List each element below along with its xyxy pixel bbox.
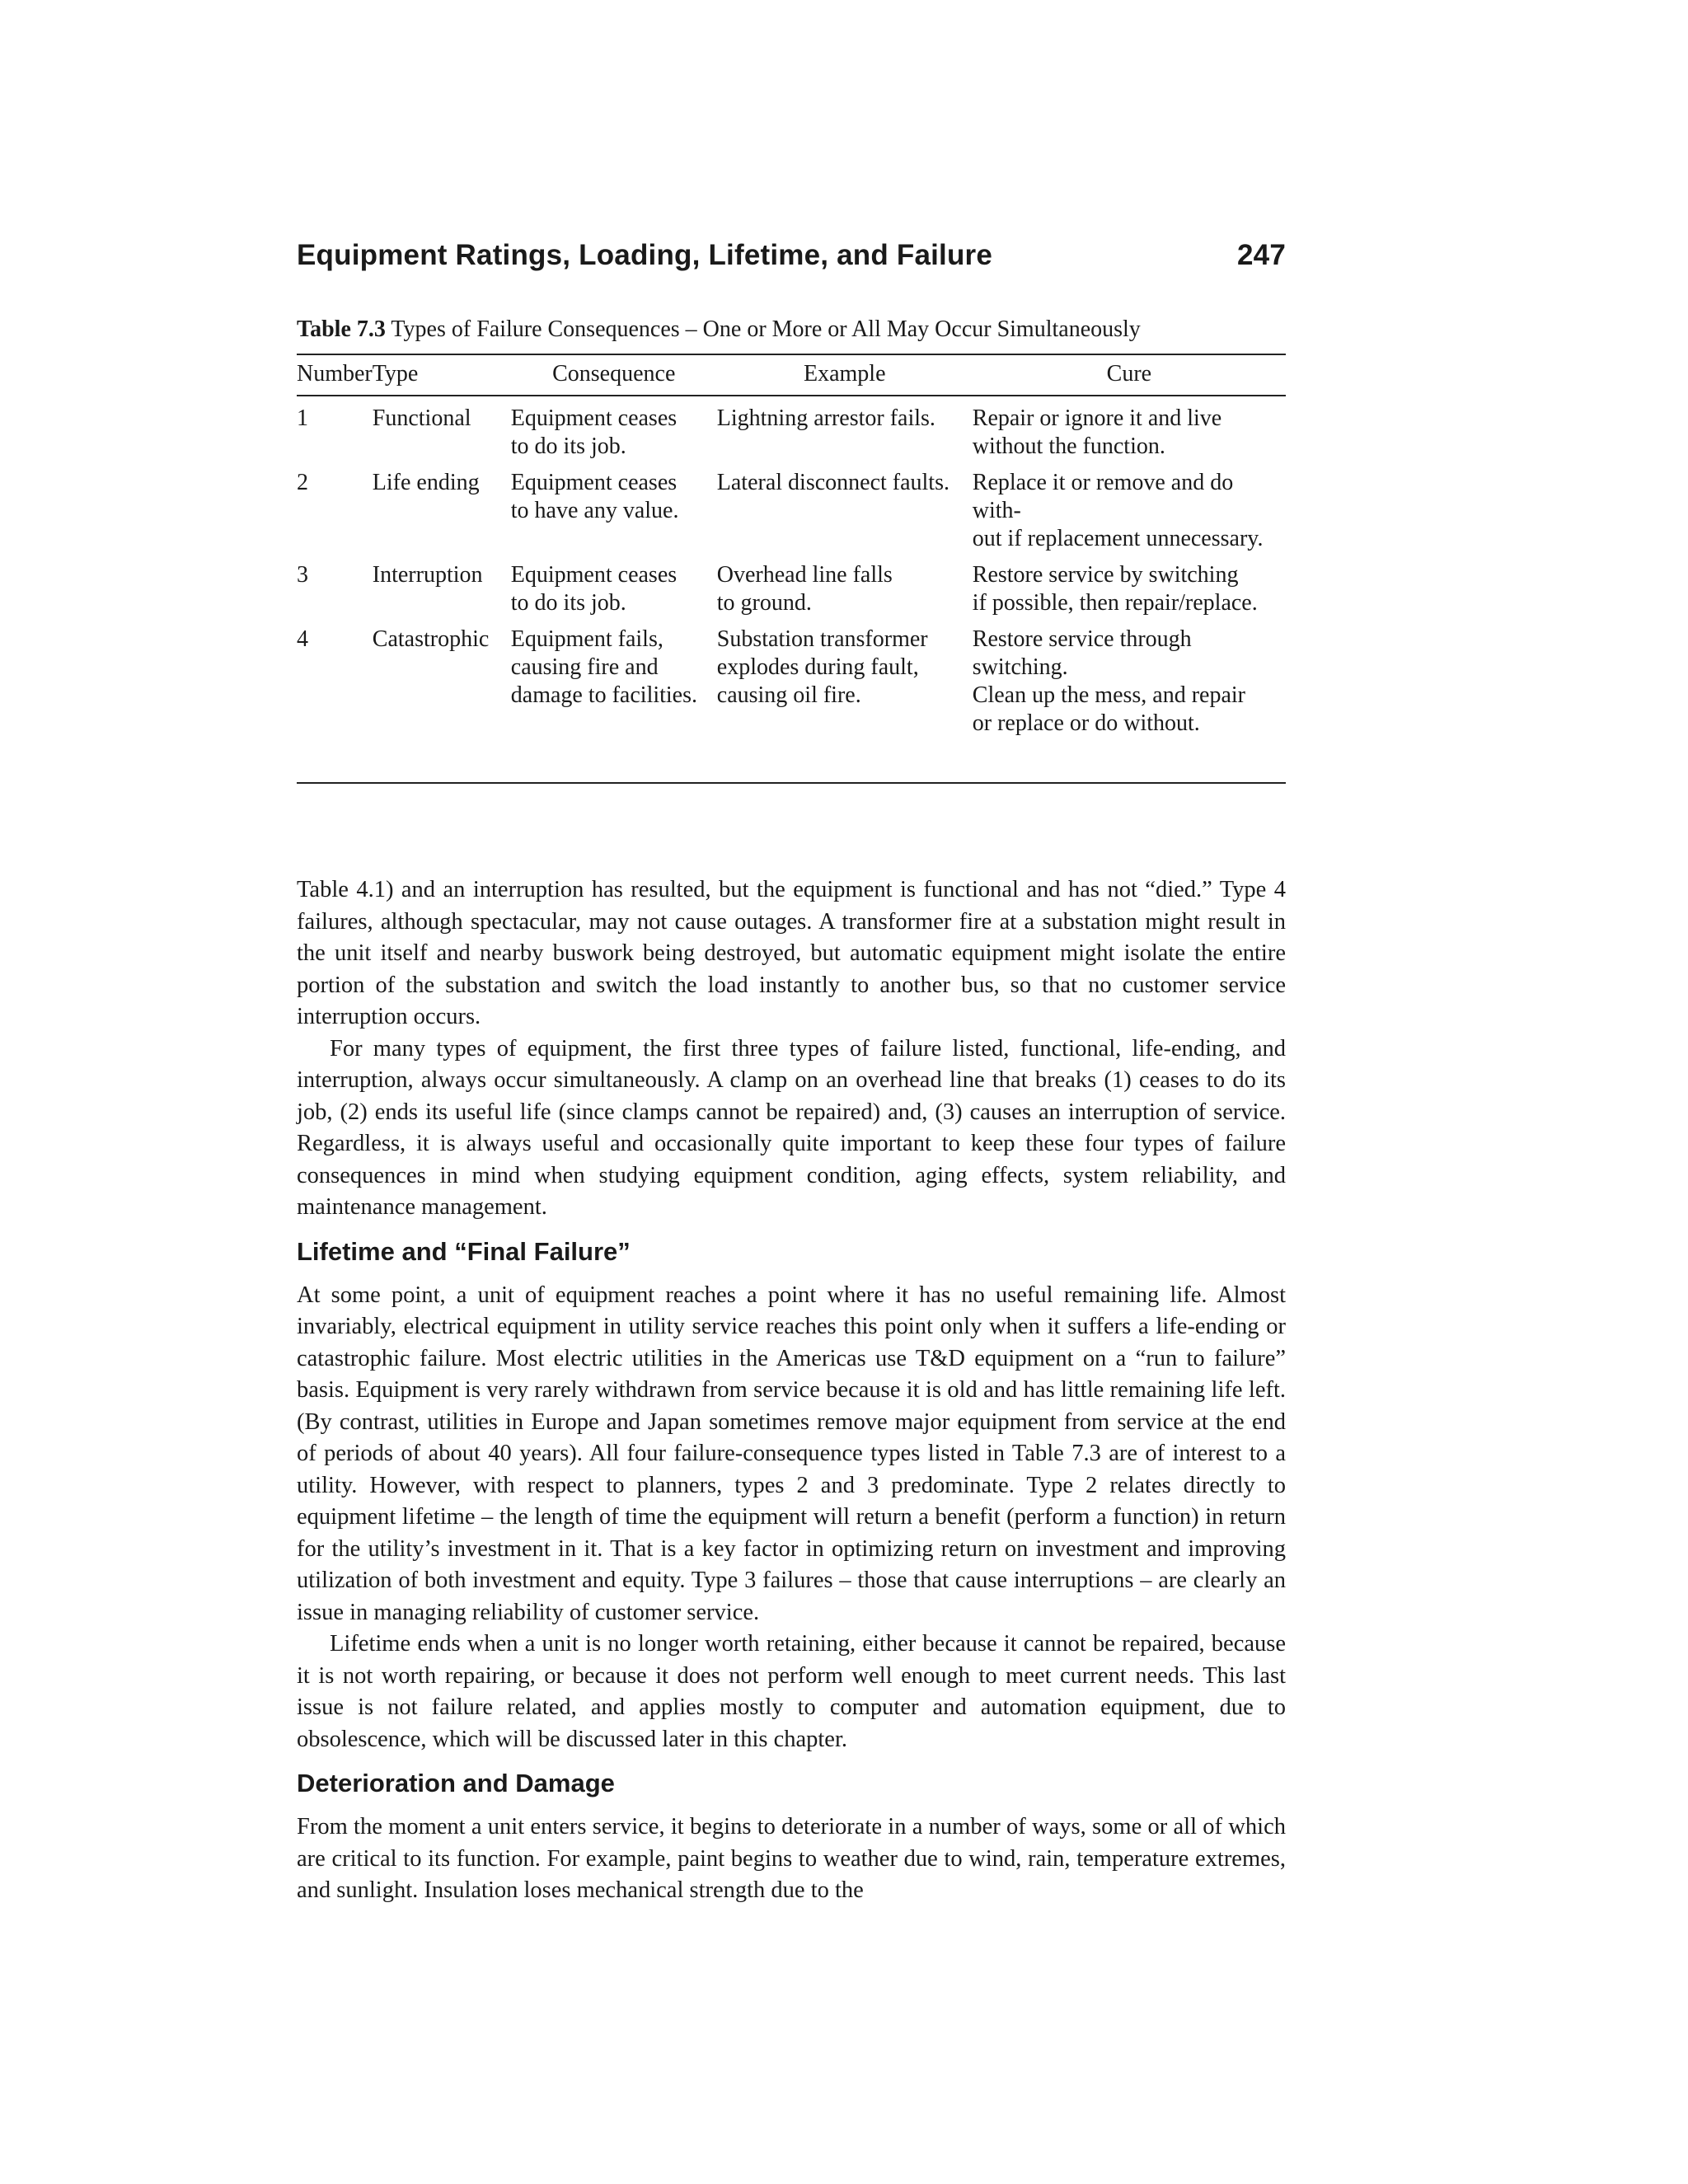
cell-line: Repair or ignore it and live	[972, 405, 1222, 431]
running-head	[297, 239, 1286, 272]
column-header-cure: Cure	[973, 354, 1286, 396]
table-header-row	[297, 354, 1286, 396]
table-row	[297, 469, 1286, 561]
cell-consequence	[511, 626, 717, 783]
cell-type: Interruption	[372, 562, 483, 588]
cell-number: 3	[297, 562, 308, 588]
cell-cure	[973, 396, 1286, 469]
cell-number: 2	[297, 470, 308, 495]
cell-type: Functional	[372, 405, 471, 431]
cell-line: or replace or do without.	[972, 710, 1200, 736]
section-heading: Lifetime and “Final Failure”	[297, 1236, 631, 1266]
page-number: 247	[1237, 239, 1286, 271]
column-header-type: Type	[373, 354, 511, 396]
section-heading: Deterioration and Damage	[297, 1769, 615, 1797]
cell-line: to do its job.	[510, 590, 626, 616]
cell-consequence	[511, 396, 717, 469]
table-row	[297, 626, 1286, 783]
paragraph: At some point, a unit of equipment reaches a point where it has no useful remaining life. Almost invariably, electrical equipment in utility service reaches this point only when it suffers a life-ending or catastrophic failure. Most electric utilities in the Americas use T&D equipment on a “run to failure” basis. Equipment is very rarely withdrawn from service because it is old and has little remaining life left. (By contrast, utilities in Europe and Japan sometimes remove major equipment from service at the end of periods of about 40 years). All four failure-consequence types listed in Table 7.3 are of interest to a utility. However, with respect to planners, types 2 and 3 predominate. Type 2 relates directly to equipment lifetime – the length of time the equipment will return a benefit (perform a function) in return for the utility’s investment in it. That is a key factor in optimizing return on investment and improving utilization of both investment and equity. Type 3 failures – those that cause interruptions – are clearly an issue in managing reliability of customer service.	[297, 1282, 1286, 1625]
body-text	[297, 874, 1286, 1907]
paragraph: From the moment a unit enters service, it begins to deteriorate in a number of ways, some or all of which are critical to its function. For example, paint begins to weather due to wind, rain, temperature extremes, and sunlight. Insulation loses mechanical strength due to the	[297, 1814, 1286, 1903]
table-row	[297, 396, 1286, 469]
table-caption-label: Table 7.3	[297, 316, 386, 342]
cell-number: 1	[297, 405, 308, 431]
cell-line: without the function.	[972, 434, 1165, 459]
cell-consequence	[511, 469, 717, 561]
cell-cure	[973, 469, 1286, 561]
cell-type: Life ending	[372, 470, 480, 495]
column-header-example: Example	[717, 354, 973, 396]
cell-line: Lateral disconnect faults.	[716, 470, 950, 495]
cell-line: explodes during fault,	[716, 654, 919, 680]
cell-line: Restore service through switching.	[972, 626, 1192, 680]
cell-line: Clean up the mess, and repair	[972, 682, 1245, 708]
paragraph: Table 4.1) and an interruption has resulted, but the equipment is functional and has not “died.” Type 4 failures, although spectacular, may not cause outages. A transformer fire at a substation might result in the unit itself and nearby buswork being destroyed, but automatic equipment might isolate the entire portion of the substation and switch the load instantly to another bus, so that no customer service interruption occurs.	[297, 877, 1286, 1029]
cell-line: causing fire and	[510, 654, 659, 680]
cell-line: to ground.	[716, 590, 812, 616]
cell-line: Overhead line falls	[716, 562, 893, 588]
cell-example	[717, 396, 973, 469]
paragraph: Lifetime ends when a unit is no longer worth retaining, either because it cannot be repaired, because it is not worth repairing, or because it does not perform well enough to meet current needs. This last issue is not failure related, and applies mostly to computer and automation equipment, due to obsolescence, which will be discussed later in this chapter.	[297, 1631, 1286, 1752]
cell-line: Equipment ceases	[510, 405, 678, 431]
cell-example	[717, 561, 973, 626]
cell-line: Replace it or remove and do with-	[972, 470, 1234, 523]
cell-line: causing oil fire.	[716, 682, 861, 708]
cell-cure	[973, 626, 1286, 783]
cell-line: Substation transformer	[716, 626, 928, 652]
cell-number: 4	[297, 626, 308, 652]
cell-consequence	[511, 561, 717, 626]
cell-example	[717, 469, 973, 561]
column-header-consequence: Consequence	[511, 354, 717, 396]
cell-line: Lightning arrestor fails.	[716, 405, 935, 431]
cell-cure	[973, 561, 1286, 626]
page	[297, 239, 1286, 1907]
failure-consequences-table	[297, 354, 1286, 784]
table-caption	[297, 316, 1286, 344]
cell-line: Equipment fails,	[510, 626, 663, 652]
running-title: Equipment Ratings, Loading, Lifetime, and Failure	[297, 239, 993, 271]
paragraph: For many types of equipment, the first three types of failure listed, functional, life-ending, and interruption, always occur simultaneously. A clamp on an overhead line that breaks (1) ceases to do its job, (2) ends its useful life (since clamps cannot be repaired) and, (3) causes an interruption of service. Regardless, it is always useful and occasionally quite important to keep these four types of failure consequences in mind when studying equipment condition, aging effects, system reliability, and maintenance management.	[297, 1035, 1286, 1220]
table-row	[297, 561, 1286, 626]
cell-line: out if replacement unnecessary.	[972, 526, 1264, 551]
cell-line: damage to facilities.	[510, 682, 698, 708]
cell-example	[717, 626, 973, 783]
cell-line: Restore service by switching	[972, 562, 1239, 588]
cell-line: Equipment ceases	[510, 562, 678, 588]
cell-line: if possible, then repair/replace.	[972, 590, 1258, 616]
cell-line: Equipment ceases	[510, 470, 678, 495]
column-header-number: Number	[297, 354, 373, 396]
cell-line: to have any value.	[510, 498, 679, 523]
cell-line: to do its job.	[510, 434, 626, 459]
cell-type: Catastrophic	[372, 626, 490, 652]
table-caption-text: Types of Failure Consequences – One or More or All May Occur Simultaneously	[391, 316, 1141, 342]
